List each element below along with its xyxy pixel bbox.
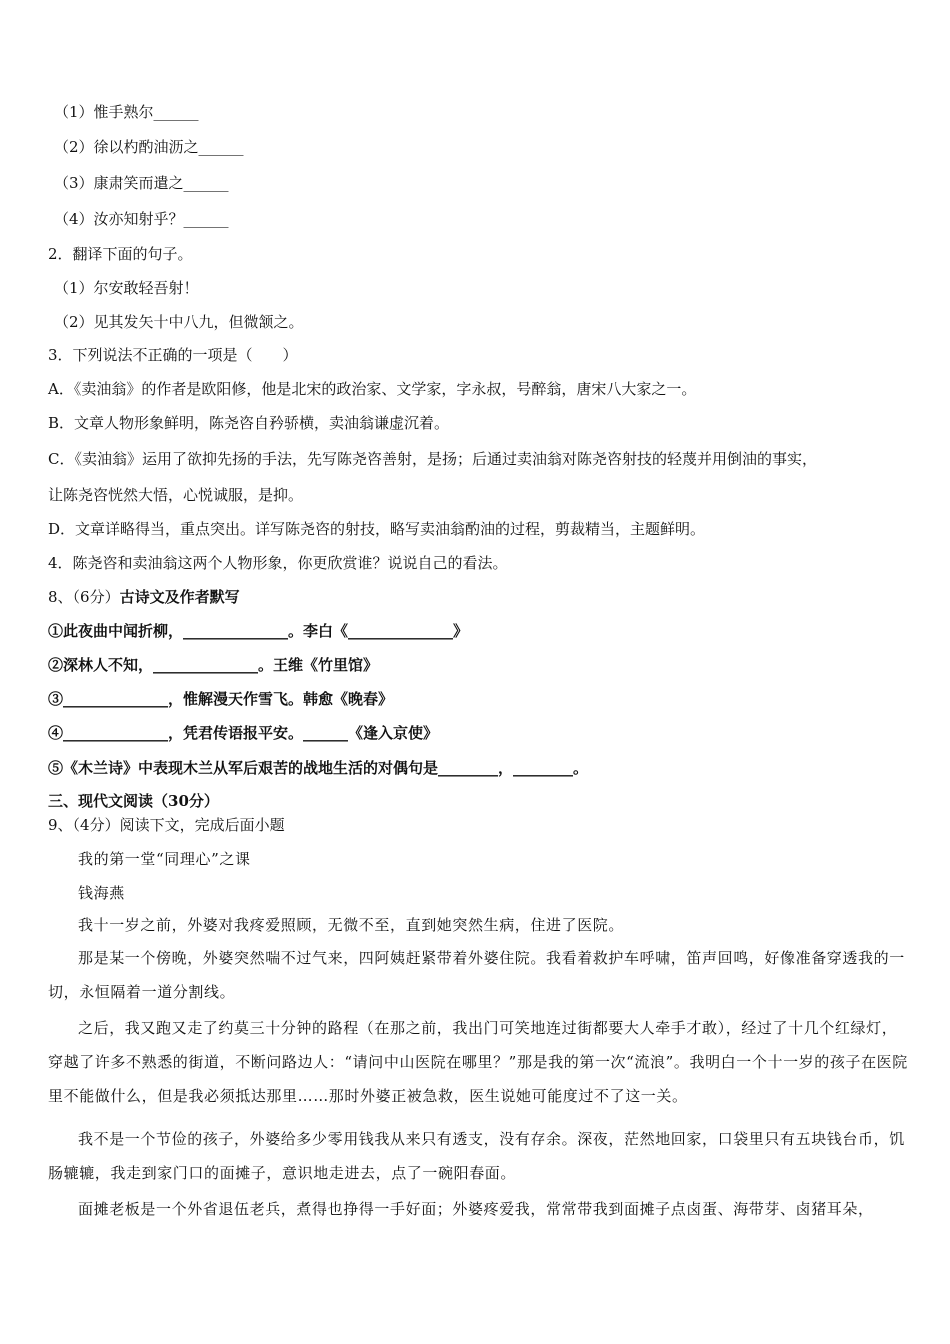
q2-item-1: （1）尔安敢轻吾射！: [54, 279, 199, 297]
article-paragraph-3: 之后，我又跑又走了约莫三十分钟的路程（在那之前，我出门可笑地连过街都要大人牵手才敢），经过了十几个红绿灯，穿越了许多不熟悉的街道，不断问路边人：“请问中山医院在哪里？”那是我的第一次“流浪”。我明白一个十一岁的孩子在医院里不能做什么，但是我必须抵达那里……那时外婆正被急救，医生说她可能度过不了这一关。: [48, 1019, 908, 1105]
q8-line-1: ①此夜曲中闻折柳，______________。李白《______________》: [48, 622, 469, 640]
section-3-title: 三、现代文阅读（30分）: [48, 792, 219, 810]
q3-option-a: A．《卖油翁》的作者是欧阳修，他是北宋的政治家、文学家，字永叔，号醉翁，唐宋八大家之一。: [48, 380, 697, 398]
q8-line-2: ②深林人不知，______________。王维《竹里馆》: [48, 656, 379, 674]
q3-option-c-line-1: C．《卖油翁》运用了欲抑先扬的手法，先写陈尧咨善射，是扬；后通过卖油翁对陈尧咨射技的轻蔑并用倒油的事实，: [48, 450, 817, 468]
q9-stem: 9、（4分）阅读下文，完成后面小题: [48, 816, 285, 834]
article-paragraph-1: 我十一岁之前，外婆对我疼爱照顾，无微不至，直到她突然生病，住进了医院。: [78, 916, 625, 934]
article-author: 钱海燕: [78, 884, 125, 902]
q1-item-3: （3）康肃笑而遣之______: [54, 174, 229, 192]
q1-item-2: （2）徐以杓酌油沥之______: [54, 138, 244, 156]
q3-stem: 3．下列说法不正确的一项是（ ）: [48, 346, 298, 364]
article-paragraph-5: 面摊老板是一个外省退伍老兵，煮得也挣得一手好面；外婆疼爱我，常常带我到面摊子点卤蛋、海带芽、卤猪耳朵，: [78, 1200, 874, 1218]
q3-option-c-line-2: 让陈尧咨恍然大悟，心悦诚服，是抑。: [48, 486, 304, 504]
q8-line-3: ③______________，惟解漫天作雪飞。韩愈《晚春》: [48, 690, 394, 708]
q3-option-d: D．文章详略得当，重点突出。详写陈尧咨的射技，略写卖油翁酌油的过程，剪裁精当，主题鲜明。: [48, 520, 706, 538]
q2-stem: 2．翻译下面的句子。: [48, 245, 193, 263]
q8-prefix: 8、（6分）: [48, 588, 120, 606]
q8-line-5: ⑤《木兰诗》中表现木兰从军后艰苦的战地生活的对偶句是________，________。: [48, 759, 589, 777]
q1-item-4: （4）汝亦知射乎？______: [54, 210, 229, 228]
q3-option-b: B．文章人物形象鲜明，陈尧咨自矜骄横，卖油翁谦虚沉着。: [48, 414, 450, 432]
q8-line-4: ④______________，凭君传语报平安。______《逢入京使》: [48, 724, 439, 742]
article-paragraph-4: 我不是一个节俭的孩子，外婆给多少零用钱我从来只有透支，没有存余。深夜，茫然地回家，口袋里只有五块钱台币，饥肠辘辘，我走到家门口的面摊子，意识地走进去，点了一碗阳春面。: [48, 1130, 905, 1182]
q4-stem: 4．陈尧咨和卖油翁这两个人物形象，你更欣赏谁？说说自己的看法。: [48, 554, 508, 572]
q8-heading: [48, 587, 240, 607]
article-title: 我的第一堂“同理心”之课: [78, 850, 251, 868]
q8-title: 古诗文及作者默写: [119, 588, 240, 606]
article-paragraph-2: 那是某一个傍晚，外婆突然喘不过气来，四阿姨赶紧带着外婆住院。我看着救护车呼啸，笛声回鸣，好像准备穿透我的一切，永恒隔着一道分割线。: [48, 949, 905, 1001]
q1-item-1: （1）惟手熟尔______: [54, 103, 199, 121]
q2-item-2: （2）见其发矢十中八九，但微颔之。: [54, 313, 304, 331]
